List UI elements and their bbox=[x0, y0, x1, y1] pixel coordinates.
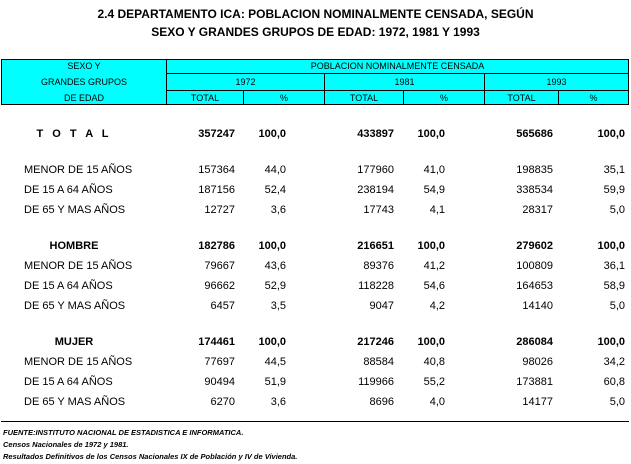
table-cell: 98026 bbox=[522, 356, 553, 368]
table-cell: 52,4 bbox=[264, 184, 286, 196]
table-row bbox=[0, 396, 631, 410]
table-cell: 198835 bbox=[516, 164, 553, 176]
table-cell: 17743 bbox=[363, 204, 394, 216]
row-label: HOMBRE bbox=[49, 240, 99, 252]
table-cell: 100,0 bbox=[417, 336, 445, 348]
table-row bbox=[0, 204, 631, 218]
header-total-1972: TOTAL bbox=[190, 93, 220, 103]
table-cell: 36,1 bbox=[603, 260, 625, 272]
table-cell: 12727 bbox=[204, 204, 235, 216]
table-cell: 14140 bbox=[522, 300, 553, 312]
table-cell: 44,5 bbox=[264, 356, 286, 368]
table-cell: 60,8 bbox=[603, 376, 625, 388]
table-cell: 338534 bbox=[516, 184, 553, 196]
row-label: MENOR DE 15 AÑOS bbox=[24, 164, 133, 176]
table-cell: 59,9 bbox=[603, 184, 625, 196]
table-cell: 3,6 bbox=[270, 204, 286, 216]
table-cell: 100809 bbox=[516, 260, 553, 272]
table-cell: 118228 bbox=[358, 280, 394, 292]
table-cell: 6270 bbox=[210, 396, 235, 408]
table-cell: 77697 bbox=[204, 356, 235, 368]
table-cell: 216651 bbox=[357, 240, 394, 252]
table-row bbox=[0, 240, 631, 254]
table-cell: 3,6 bbox=[270, 396, 286, 408]
table-cell: 182786 bbox=[198, 240, 235, 252]
table-row bbox=[0, 376, 631, 390]
header-span-label: POBLACION NOMINALMENTE CENSADA bbox=[310, 61, 485, 71]
row-label: DE 15 A 64 AÑOS bbox=[24, 376, 113, 388]
header-total-1981: TOTAL bbox=[349, 93, 379, 103]
table-cell: 174461 bbox=[198, 336, 235, 348]
header-stub-line-1: SEXO Y bbox=[67, 61, 101, 71]
table-row bbox=[0, 356, 631, 370]
table-row bbox=[0, 128, 631, 142]
table-cell: 54,6 bbox=[423, 280, 445, 292]
row-label: DE 65 Y MAS AÑOS bbox=[24, 396, 126, 408]
table-cell: 55,2 bbox=[423, 376, 445, 388]
table-cell: 41,2 bbox=[423, 260, 445, 272]
table-cell: 58,9 bbox=[603, 280, 625, 292]
source-note: FUENTE:INSTITUTO NACIONAL DE ESTADISTICA E INFORMATICA. bbox=[3, 428, 244, 437]
table-cell: 5,0 bbox=[609, 300, 625, 312]
table-cell: 357247 bbox=[198, 128, 235, 140]
table-cell: 89376 bbox=[363, 260, 394, 272]
table-cell: 54,9 bbox=[423, 184, 445, 196]
table-cell: 52,9 bbox=[264, 280, 286, 292]
table-cell: 100,0 bbox=[597, 240, 625, 252]
table-cell: 100,0 bbox=[258, 240, 286, 252]
table-cell: 187156 bbox=[198, 184, 235, 196]
row-label: T O T A L bbox=[36, 128, 112, 140]
table-cell: 100,0 bbox=[597, 128, 625, 140]
header-year-1981: 1981 bbox=[394, 77, 415, 87]
table-cell: 34,2 bbox=[603, 356, 625, 368]
table-cell: 5,0 bbox=[609, 396, 625, 408]
table-cell: 164653 bbox=[516, 280, 553, 292]
table-row bbox=[0, 336, 631, 350]
table-title-line-1: 2.4 DEPARTAMENTO ICA: POBLACION NOMINALMENTE CENSADA, SEGÚN bbox=[97, 7, 534, 21]
table-cell: 565686 bbox=[516, 128, 553, 140]
table-cell: 96662 bbox=[204, 280, 235, 292]
row-label: MENOR DE 15 AÑOS bbox=[24, 260, 133, 272]
footer-divider bbox=[1, 421, 629, 422]
table-cell: 88584 bbox=[363, 356, 394, 368]
header-pct-1993: % bbox=[589, 93, 598, 103]
table-cell: 44,0 bbox=[264, 164, 286, 176]
header-year-1993: 1993 bbox=[546, 77, 567, 87]
table-title-line-2: SEXO Y GRANDES GRUPOS DE EDAD: 1972, 1981 Y 1993 bbox=[151, 25, 480, 39]
table-cell: 28317 bbox=[522, 204, 553, 216]
table-cell: 9047 bbox=[369, 300, 394, 312]
table-cell: 173881 bbox=[516, 376, 553, 388]
table-cell: 100,0 bbox=[258, 128, 286, 140]
table-cell: 90494 bbox=[204, 376, 235, 388]
table-cell: 5,0 bbox=[609, 204, 625, 216]
table-cell: 40,8 bbox=[423, 356, 445, 368]
table-row bbox=[0, 280, 631, 294]
header-stub-line-3: DE EDAD bbox=[63, 93, 104, 103]
table-cell: 51,9 bbox=[264, 376, 286, 388]
header-year-1972: 1972 bbox=[235, 77, 256, 87]
header-pct-1981: % bbox=[439, 93, 448, 103]
table-cell: 43,6 bbox=[264, 260, 286, 272]
table-cell: 433897 bbox=[357, 128, 394, 140]
header-total-1993: TOTAL bbox=[507, 93, 536, 103]
row-label: DE 15 A 64 AÑOS bbox=[24, 184, 113, 196]
table-cell: 100,0 bbox=[417, 240, 445, 252]
table-cell: 8696 bbox=[369, 396, 394, 408]
table-cell: 35,1 bbox=[603, 164, 625, 176]
table-cell: 4,0 bbox=[429, 396, 445, 408]
table-cell: 79667 bbox=[204, 260, 235, 272]
row-label: DE 65 Y MAS AÑOS bbox=[24, 300, 126, 312]
table-cell: 177960 bbox=[357, 164, 394, 176]
table-cell: 217246 bbox=[357, 336, 394, 348]
table-row bbox=[0, 300, 631, 314]
results-note: Resultados Definitivos de los Censos Nacionales IX de Población y IV de Vivienda. bbox=[3, 452, 298, 461]
table-cell: 100,0 bbox=[417, 128, 445, 140]
table-cell: 100,0 bbox=[597, 336, 625, 348]
table-cell: 41,0 bbox=[423, 164, 445, 176]
table-cell: 238194 bbox=[357, 184, 394, 196]
table-cell: 3,5 bbox=[270, 300, 286, 312]
table-row bbox=[0, 164, 631, 178]
row-label: MENOR DE 15 AÑOS bbox=[24, 356, 133, 368]
row-label: MUJER bbox=[54, 336, 94, 348]
row-label: DE 65 Y MAS AÑOS bbox=[24, 204, 126, 216]
table-cell: 100,0 bbox=[258, 336, 286, 348]
table-cell: 4,2 bbox=[429, 300, 445, 312]
header-stub-line-2: GRANDES GRUPOS bbox=[40, 77, 127, 87]
table-cell: 4,1 bbox=[429, 204, 445, 216]
row-label: DE 15 A 64 AÑOS bbox=[24, 280, 113, 292]
table-cell: 157364 bbox=[198, 164, 235, 176]
table-row bbox=[0, 260, 631, 274]
table-cell: 6457 bbox=[210, 300, 235, 312]
table-cell: 14177 bbox=[522, 396, 553, 408]
table-cell: 286084 bbox=[516, 336, 553, 348]
header-pct-1972: % bbox=[279, 93, 288, 103]
census-note: Censos Nacionales de 1972 y 1981. bbox=[3, 440, 129, 449]
table-cell: 119966 bbox=[358, 376, 394, 388]
table-row bbox=[0, 184, 631, 198]
table-cell: 279602 bbox=[516, 240, 553, 252]
